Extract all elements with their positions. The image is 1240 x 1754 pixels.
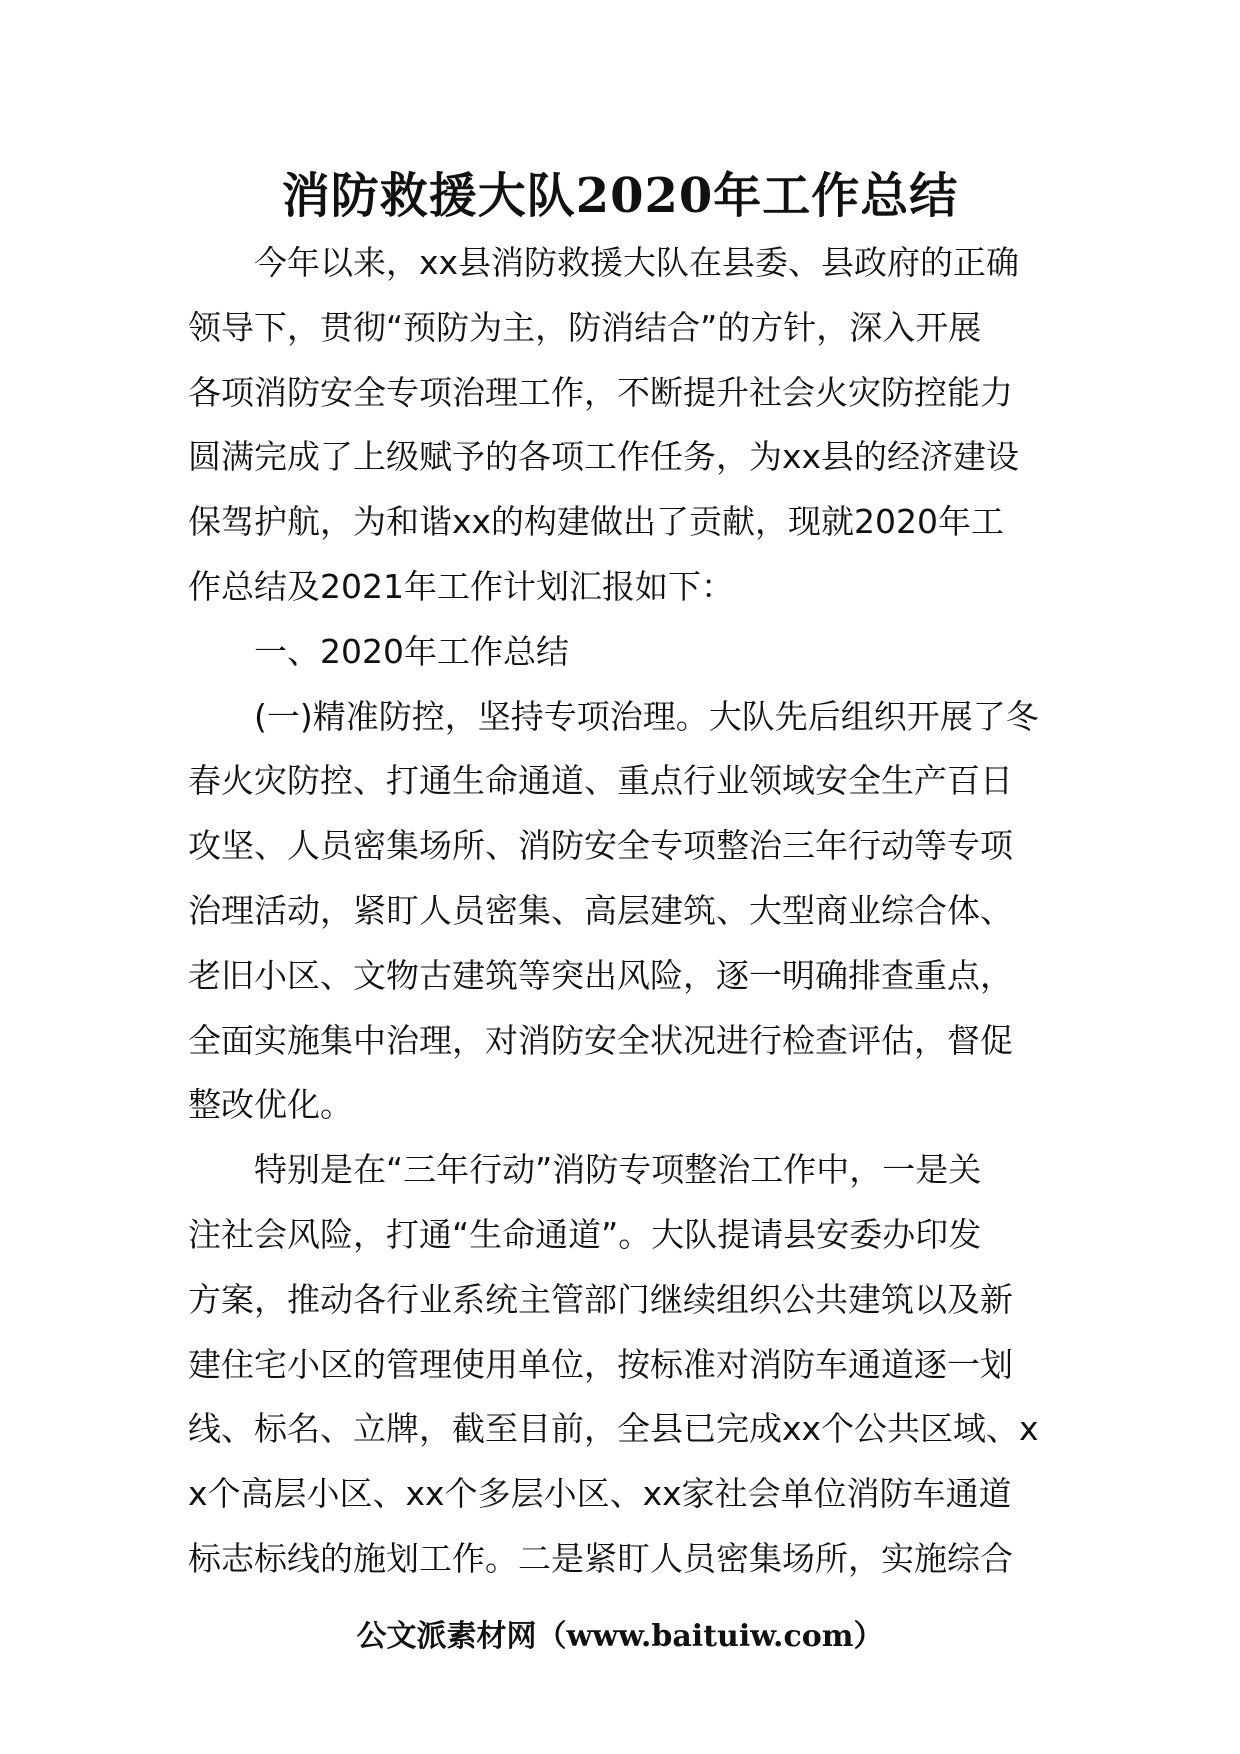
body-line: x个高层小区、xx个多层小区、xx家社会单位消防车通道 [188,1474,1012,1514]
body-line: 攻坚、人员密集场所、消防安全专项整治三年行动等专项 [188,826,1013,866]
section-heading: 一、2020年工作总结 [254,631,569,671]
body-line: 今年以来，xx县消防救援大队在县委、县政府的正确 [254,243,1020,282]
document-body [188,231,1058,1592]
document-footer: 公文派素材网（www.baituiw.com） [356,1619,884,1654]
body-line: 注社会风险，打通“生命通道”。大队提请县安委办印发 [188,1214,982,1254]
body-line: 线、标名、立牌，截至目前，全县已完成xx个公共区域、x [188,1409,1039,1449]
body-line: 老旧小区、文物古建筑等突出风险，逐一明确排查重点， [188,955,1013,995]
body-line: 标志标线的施划工作。二是紧盯人员密集场所，实施综合 [188,1538,1013,1578]
document-title: 消防救援大队2020年工作总结 [281,168,959,224]
body-line: 圆满完成了上级赋予的各项工作任务，为xx县的经济建设 [188,437,1020,477]
body-line: 春火灾防控、打通生命通道、重点行业领域安全生产百日 [188,761,1013,801]
body-line: 全面实施集中治理，对消防安全状况进行检查评估，督促 [188,1020,1013,1060]
body-line: 特别是在“三年行动”消防专项整治工作中，一是关 [254,1150,982,1190]
body-line: 整改优化。 [188,1085,353,1125]
body-line: 方案，推动各行业系统主管部门继续组织公共建筑以及新 [188,1279,1013,1319]
body-line: 各项消防安全专项治理工作，不断提升社会火灾防控能力 [188,372,1013,412]
body-line: 建住宅小区的管理使用单位，按标准对消防车通道逐一划 [188,1344,1013,1384]
body-line: (一)精准防控，坚持专项治理。大队先后组织开展了冬 [254,696,1039,736]
body-line: 保驾护航，为和谐xx的构建做出了贡献，现就2020年工 [188,502,1005,542]
body-line: 治理活动，紧盯人员密集、高层建筑、大型商业综合体、 [188,890,1013,930]
body-line: 领导下，贯彻“预防为主，防消结合”的方针，深入开展 [188,307,982,347]
body-line: 作总结及2021年工作计划汇报如下： [188,566,734,606]
